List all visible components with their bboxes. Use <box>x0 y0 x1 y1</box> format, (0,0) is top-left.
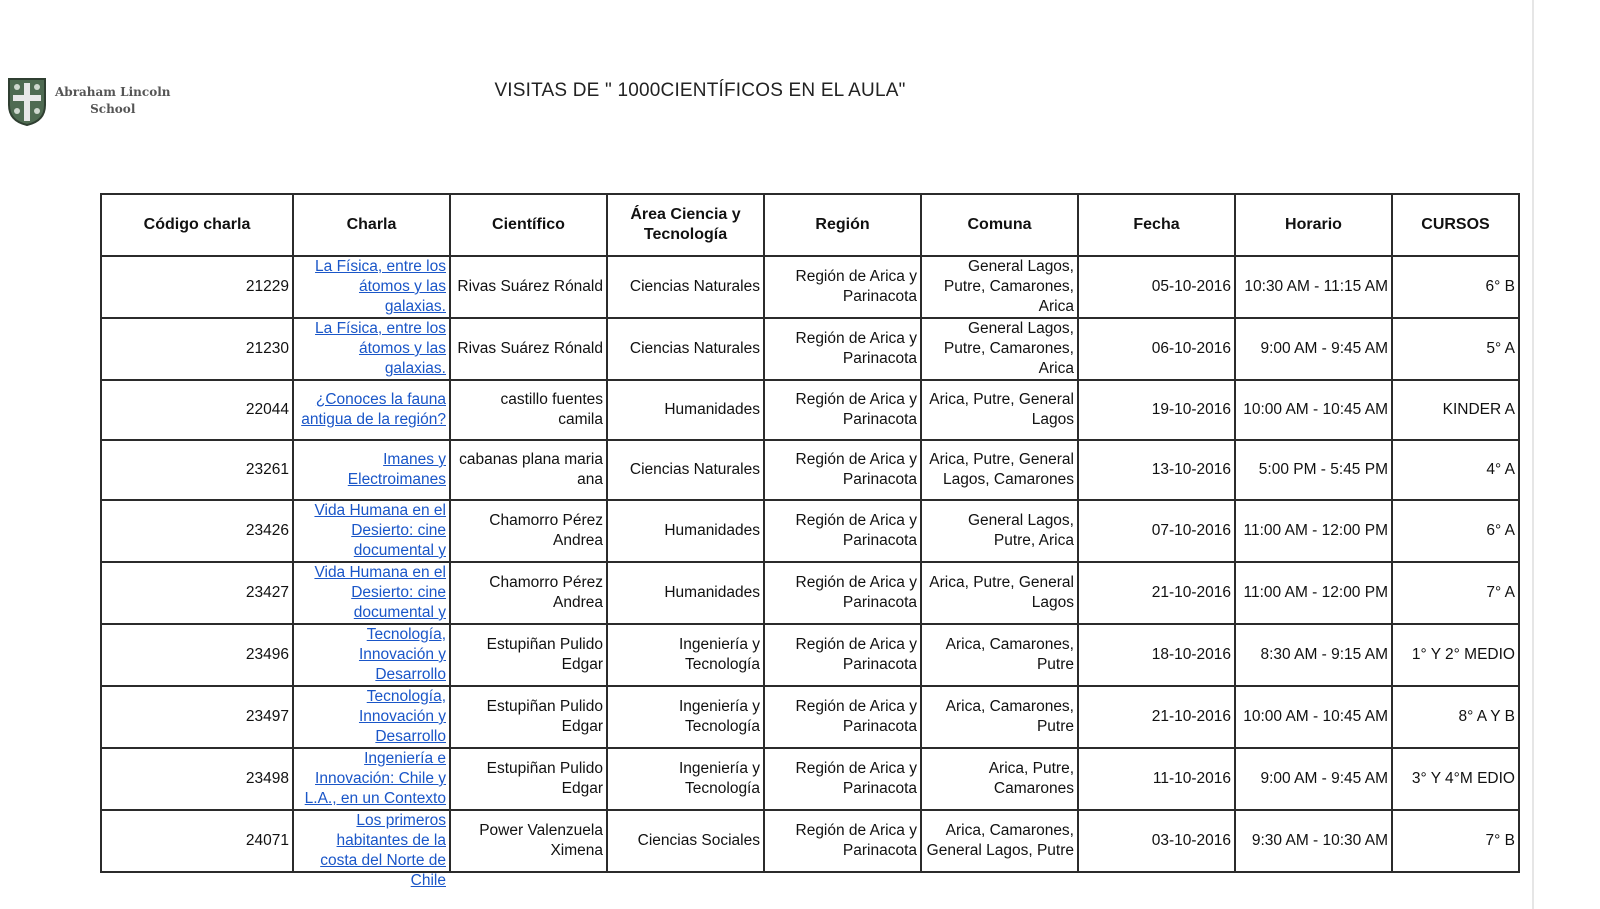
cell-cursos: 3° Y 4°M EDIO <box>1392 748 1519 810</box>
cell-charla <box>293 500 450 562</box>
cell-fecha: 19-10-2016 <box>1078 380 1235 440</box>
cell-area: Ciencias Sociales <box>607 810 764 872</box>
cell-codigo: 22044 <box>101 380 293 440</box>
cell-codigo: 23497 <box>101 686 293 748</box>
cell-charla <box>293 624 450 686</box>
cell-cursos: 1° Y 2° MEDIO <box>1392 624 1519 686</box>
school-logo <box>5 73 175 128</box>
cell-codigo: 23426 <box>101 500 293 562</box>
cell-cientifico: castillo fuentes camila <box>450 380 607 440</box>
cell-charla <box>293 380 450 440</box>
cell-cursos: 7° A <box>1392 562 1519 624</box>
cell-cientifico: Estupiñan Pulido Edgar <box>450 748 607 810</box>
cell-cientifico: Chamorro Pérez Andrea <box>450 562 607 624</box>
cell-region: Región de Arica y Parinacota <box>764 256 921 318</box>
cell-comuna: General Lagos, Putre, Camarones, Arica <box>921 256 1078 318</box>
cell-comuna: General Lagos, Putre, Arica <box>921 500 1078 562</box>
header-region: Región <box>764 194 921 256</box>
cell-comuna: Arica, Putre, General Lagos <box>921 380 1078 440</box>
logo-line-2: School <box>90 101 136 116</box>
cell-horario: 11:00 AM - 12:00 PM <box>1235 562 1392 624</box>
cell-cientifico: Chamorro Pérez Andrea <box>450 500 607 562</box>
cell-charla <box>293 256 450 318</box>
cell-codigo: 21229 <box>101 256 293 318</box>
cell-horario: 10:00 AM - 10:45 AM <box>1235 380 1392 440</box>
cell-comuna: Arica, Camarones, General Lagos, Putre <box>921 810 1078 872</box>
table-row <box>101 318 1519 380</box>
cell-horario: 10:30 AM - 11:15 AM <box>1235 256 1392 318</box>
cell-codigo: 24071 <box>101 810 293 872</box>
cell-fecha: 21-10-2016 <box>1078 686 1235 748</box>
cell-cursos: KINDER A <box>1392 380 1519 440</box>
cell-comuna: Arica, Putre, General Lagos <box>921 562 1078 624</box>
table-row <box>101 624 1519 686</box>
cell-cientifico: Estupiñan Pulido Edgar <box>450 624 607 686</box>
cell-horario: 5:00 PM - 5:45 PM <box>1235 440 1392 500</box>
cell-horario: 10:00 AM - 10:45 AM <box>1235 686 1392 748</box>
cell-cursos: 8° A Y B <box>1392 686 1519 748</box>
table-row <box>101 500 1519 562</box>
charla-link[interactable]: Tecnología, Innovación y Desarrollo <box>358 626 446 683</box>
cell-comuna: General Lagos, Putre, Camarones, Arica <box>921 318 1078 380</box>
table-row <box>101 810 1519 872</box>
cell-codigo: 23498 <box>101 748 293 810</box>
cell-area: Humanidades <box>607 380 764 440</box>
cell-area: Humanidades <box>607 500 764 562</box>
crest-icon <box>5 75 49 127</box>
header-charla: Charla <box>293 194 450 256</box>
charla-link[interactable]: La Física, entre los átomos y las galaxias. <box>315 320 446 377</box>
cell-cursos: 4° A <box>1392 440 1519 500</box>
cell-cientifico: Rivas Suárez Rónald <box>450 256 607 318</box>
cell-area: Ciencias Naturales <box>607 440 764 500</box>
cell-fecha: 06-10-2016 <box>1078 318 1235 380</box>
cell-cientifico: Estupiñan Pulido Edgar <box>450 686 607 748</box>
cell-region: Región de Arica y Parinacota <box>764 440 921 500</box>
cell-region: Región de Arica y Parinacota <box>764 380 921 440</box>
cell-horario: 8:30 AM - 9:15 AM <box>1235 624 1392 686</box>
page-title: VISITAS DE " 1000CIENTÍFICOS EN EL AULA" <box>494 80 906 101</box>
page-edge <box>1532 0 1534 909</box>
charla-link[interactable]: Vida Humana en el Desierto: cine documental y <box>314 502 446 559</box>
cell-horario: 9:00 AM - 9:45 AM <box>1235 748 1392 810</box>
cell-region: Región de Arica y Parinacota <box>764 748 921 810</box>
cell-charla <box>293 686 450 748</box>
cell-area: Ingeniería y Tecnología <box>607 624 764 686</box>
cell-horario: 9:30 AM - 10:30 AM <box>1235 810 1392 872</box>
cell-charla <box>293 810 450 889</box>
cell-horario: 9:00 AM - 9:45 AM <box>1235 318 1392 380</box>
cell-area: Ingeniería y Tecnología <box>607 686 764 748</box>
cell-region: Región de Arica y Parinacota <box>764 810 921 872</box>
charla-link[interactable]: La Física, entre los átomos y las galaxias. <box>315 258 446 315</box>
cell-horario: 11:00 AM - 12:00 PM <box>1235 500 1392 562</box>
cell-area: Ingeniería y Tecnología <box>607 748 764 810</box>
cell-area: Humanidades <box>607 562 764 624</box>
header-cursos: CURSOS <box>1392 194 1519 256</box>
cell-charla <box>293 318 450 380</box>
table-row <box>101 562 1519 624</box>
table-row <box>101 748 1519 810</box>
logo-line-1: Abraham Lincoln <box>55 84 171 99</box>
charla-link[interactable]: ¿Conoces la fauna antigua de la región? <box>301 391 446 428</box>
header-comuna: Comuna <box>921 194 1078 256</box>
header-codigo: Código charla <box>101 194 293 256</box>
header-horario: Horario <box>1235 194 1392 256</box>
cell-codigo: 23496 <box>101 624 293 686</box>
cell-fecha: 07-10-2016 <box>1078 500 1235 562</box>
charla-link[interactable]: Tecnología, Innovación y Desarrollo <box>358 688 446 745</box>
cell-fecha: 03-10-2016 <box>1078 810 1235 872</box>
charla-link[interactable]: Ingeniería e Innovación: Chile y L.A., en un Contexto <box>304 750 446 807</box>
cell-fecha: 05-10-2016 <box>1078 256 1235 318</box>
cell-region: Región de Arica y Parinacota <box>764 318 921 380</box>
cell-fecha: 18-10-2016 <box>1078 624 1235 686</box>
cell-fecha: 13-10-2016 <box>1078 440 1235 500</box>
cell-region: Región de Arica y Parinacota <box>764 686 921 748</box>
charla-link[interactable]: Los primeros habitantes de la costa del Norte de Chile <box>320 812 446 889</box>
cell-comuna: Arica, Camarones, Putre <box>921 624 1078 686</box>
cell-codigo: 23427 <box>101 562 293 624</box>
cell-cursos: 7° B <box>1392 810 1519 872</box>
cell-cientifico: cabanas plana maria ana <box>450 440 607 500</box>
cell-region: Región de Arica y Parinacota <box>764 624 921 686</box>
cell-fecha: 21-10-2016 <box>1078 562 1235 624</box>
header-area: Área Ciencia y Tecnología <box>607 194 764 256</box>
cell-region: Región de Arica y Parinacota <box>764 500 921 562</box>
cell-cientifico: Rivas Suárez Rónald <box>450 318 607 380</box>
cell-charla <box>293 562 450 624</box>
cell-area: Ciencias Naturales <box>607 318 764 380</box>
cell-area: Ciencias Naturales <box>607 256 764 318</box>
cell-comuna: Arica, Putre, Camarones <box>921 748 1078 810</box>
cell-region: Región de Arica y Parinacota <box>764 562 921 624</box>
charla-link[interactable]: Imanes y Electroimanes <box>347 451 446 488</box>
cell-codigo: 23261 <box>101 440 293 500</box>
cell-codigo: 21230 <box>101 318 293 380</box>
header-row <box>101 194 1519 256</box>
cell-comuna: Arica, Camarones, Putre <box>921 686 1078 748</box>
cell-cursos: 6° A <box>1392 500 1519 562</box>
table-row <box>101 440 1519 500</box>
cell-charla <box>293 748 450 810</box>
cell-cursos: 6° B <box>1392 256 1519 318</box>
header-cientifico: Científico <box>450 194 607 256</box>
cell-charla <box>293 440 450 500</box>
visits-table <box>100 193 1520 889</box>
cell-cientifico: Power Valenzuela Ximena <box>450 810 607 872</box>
cell-comuna: Arica, Putre, General Lagos, Camarones <box>921 440 1078 500</box>
cell-cursos: 5° A <box>1392 318 1519 380</box>
header-fecha: Fecha <box>1078 194 1235 256</box>
logo-text <box>55 84 171 118</box>
cell-fecha: 11-10-2016 <box>1078 748 1235 810</box>
charla-link[interactable]: Vida Humana en el Desierto: cine documental y <box>314 564 446 621</box>
table-row <box>101 380 1519 440</box>
table-row <box>101 686 1519 748</box>
table-row <box>101 256 1519 318</box>
